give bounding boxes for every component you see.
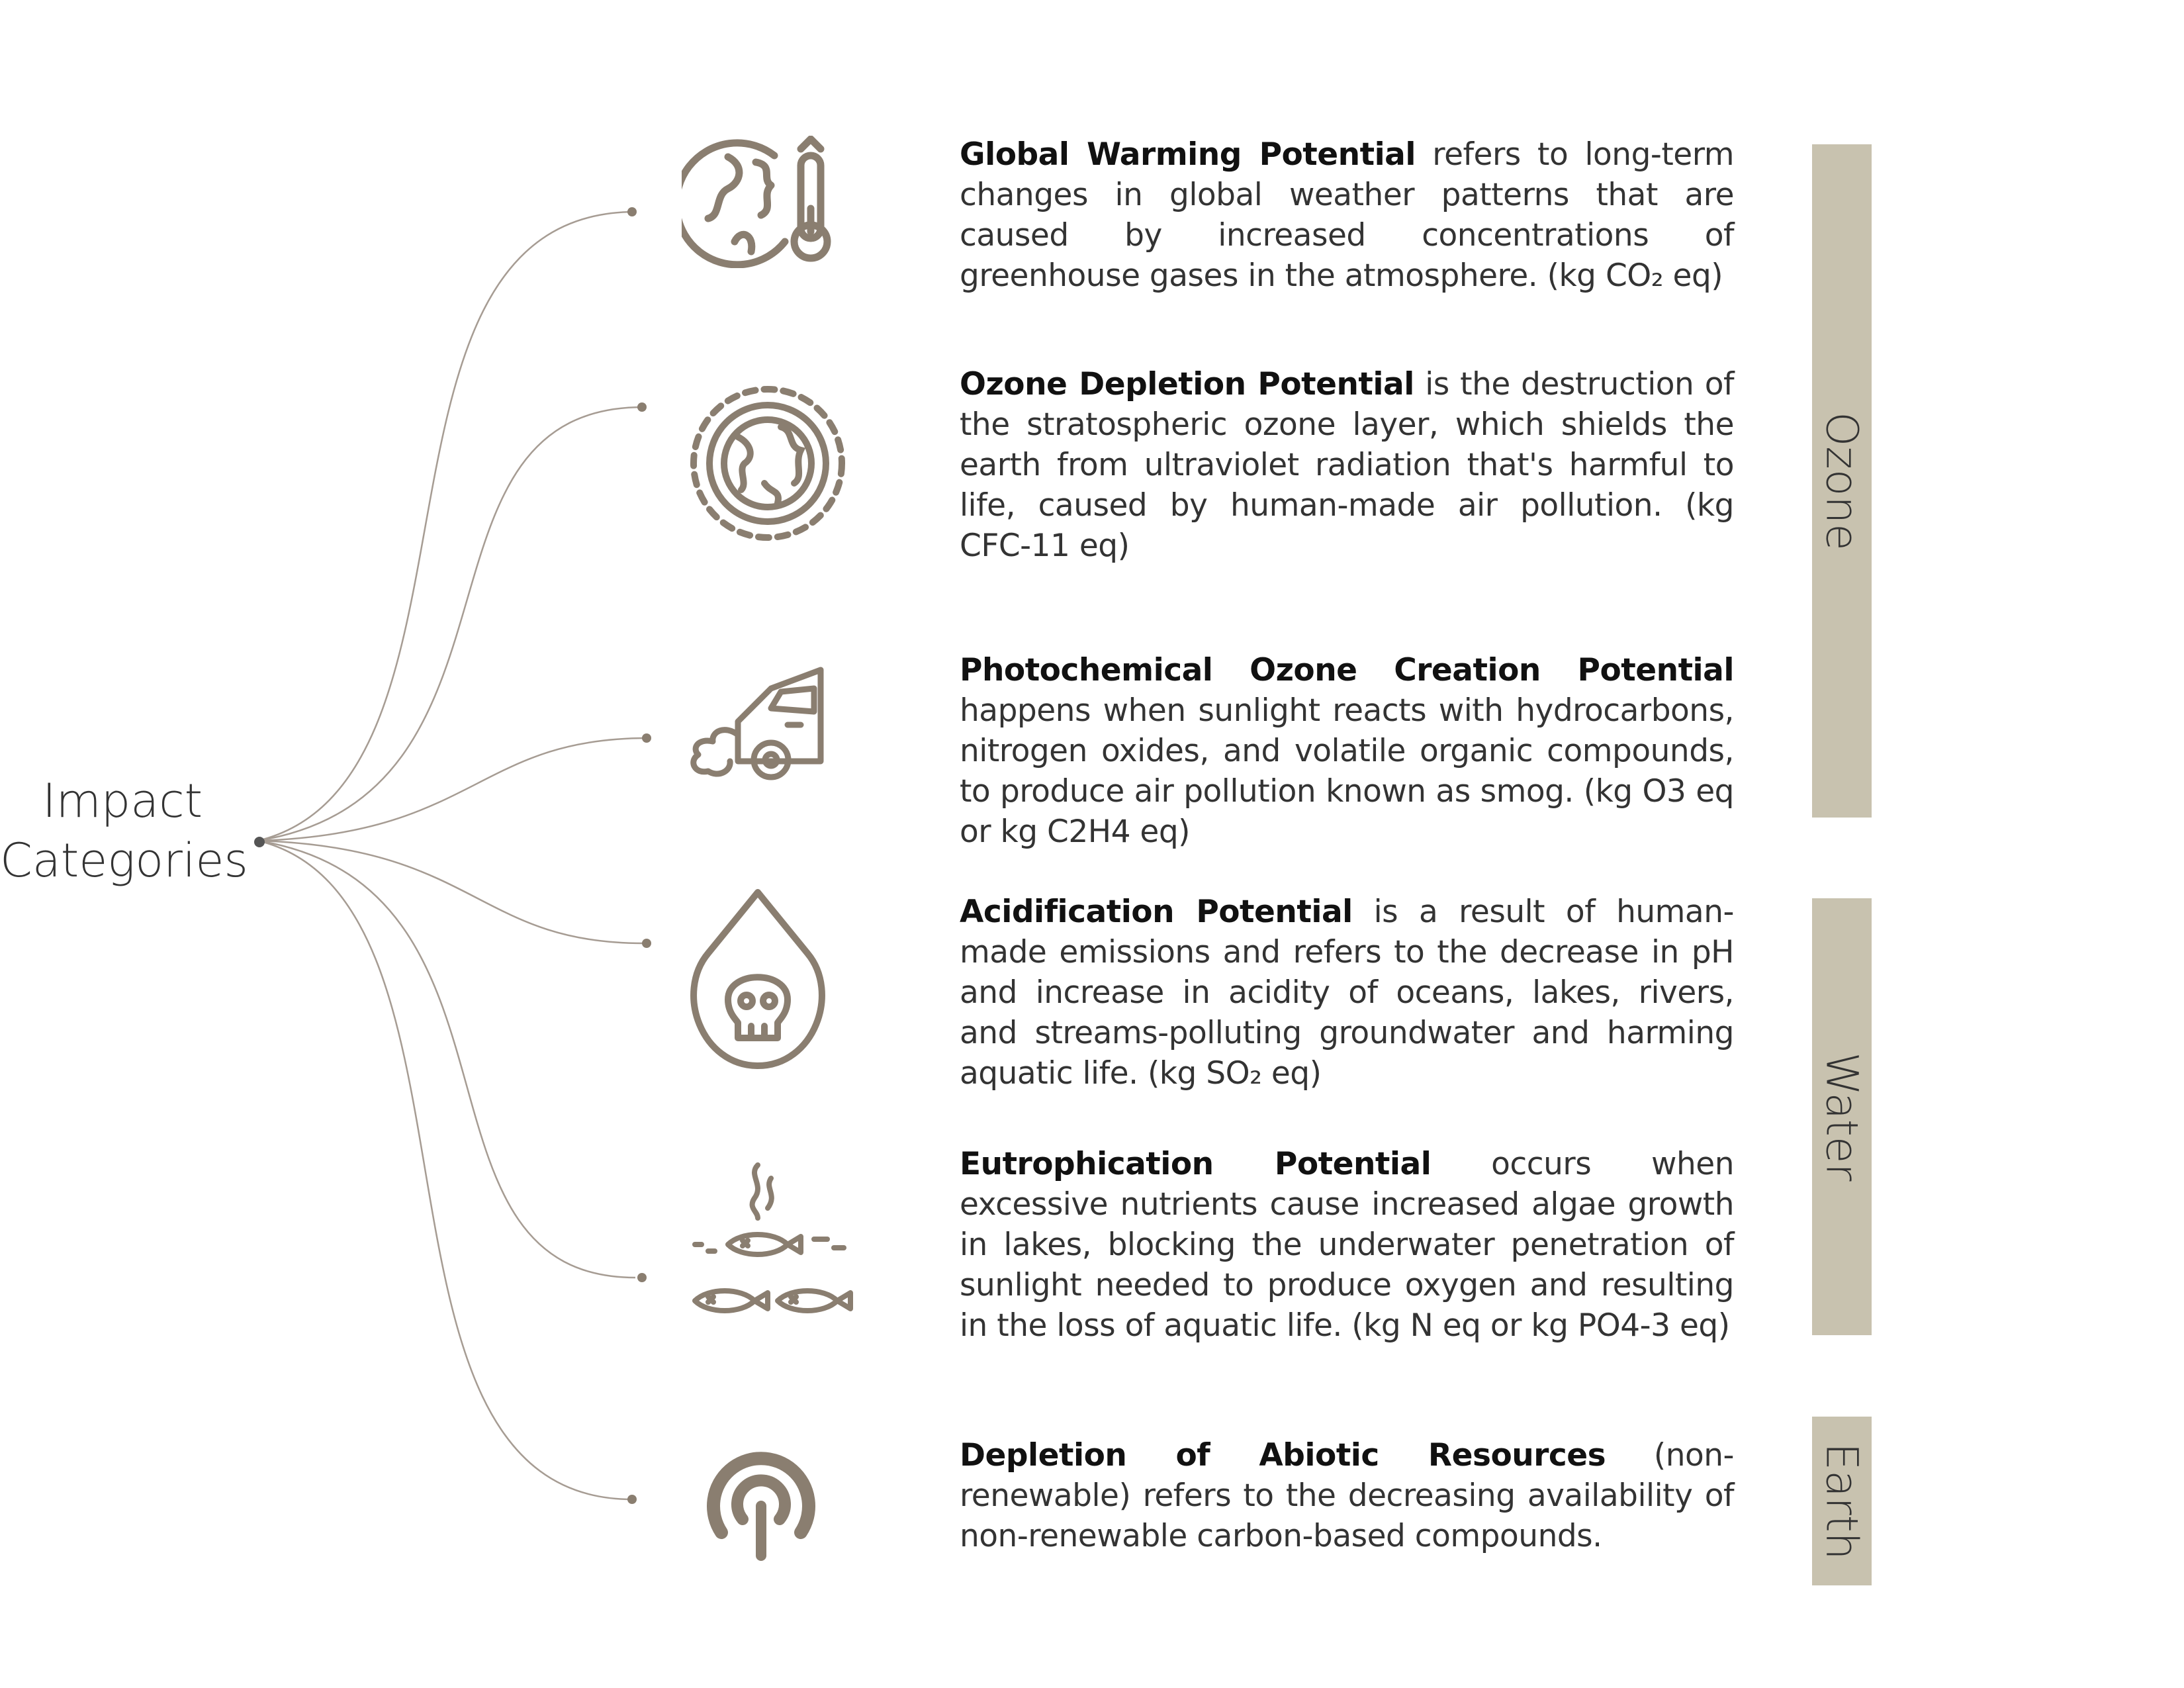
root-label-line1: Impact	[42, 774, 203, 828]
category-title: Eutrophication Potential	[960, 1146, 1432, 1182]
band-label-water: Water	[1816, 1052, 1868, 1182]
band-label-earth: Earth	[1816, 1442, 1868, 1560]
connector-line	[258, 841, 632, 1499]
connector-endpoint	[642, 939, 651, 948]
category-text: is a result of human-made emissions and refers to the decrease in pH and increase in acidity of oceans, lakes, rivers, and streams-polluting groundwater and harming aquatic life. (kg SO₂ eq)	[960, 894, 1734, 1092]
description-eutrophication	[960, 1144, 1734, 1346]
connector-endpoint	[637, 402, 647, 412]
band-water	[1812, 898, 1872, 1335]
category-text: happens when sunlight reacts with hydrocarbons, nitrogen oxides, and volatile organic compounds, to produce air pollution known as smog. (kg O3 eq or kg C2H4 eq)	[960, 692, 1734, 850]
category-text: (non-renewable) refers to the decreasing availability of non-renewable carbon-based compounds.	[960, 1437, 1734, 1554]
root-label	[0, 771, 248, 890]
connector-endpoint	[627, 207, 637, 216]
connector-endpoint	[637, 1273, 647, 1282]
root-node	[254, 837, 265, 847]
category-text: refers to long-term changes in global weather patterns that are caused by increased concentrations of greenhouse gases in the atmosphere. (kg CO₂ eq)	[960, 136, 1734, 294]
oil-well-icon	[702, 1443, 821, 1562]
description-abiotic-depletion	[960, 1435, 1734, 1556]
globe-thermometer-icon	[682, 136, 847, 268]
connector-line	[258, 738, 647, 841]
dead-fish-icon	[682, 1158, 860, 1324]
connector-line	[258, 212, 635, 841]
connector-endpoint	[627, 1495, 637, 1504]
description-global-warming	[960, 134, 1734, 296]
description-photochemical-ozone	[960, 650, 1734, 852]
category-title: Depletion of Abiotic Resources	[960, 1437, 1606, 1474]
description-acidification	[960, 892, 1734, 1094]
connector-line	[258, 407, 643, 841]
band-ozone	[1812, 144, 1872, 818]
car-exhaust-smog-icon	[672, 662, 827, 781]
toxic-water-drop-icon	[682, 887, 834, 1072]
category-text: is the destruction of the stratospheric ozone layer, which shields the earth from ultraviolet radiation that's harmful to life, caused by human-made air pollution. (kg CFC-11 eq)	[960, 366, 1735, 564]
band-earth	[1812, 1417, 1872, 1585]
ozone-layer-globe-icon	[688, 384, 847, 543]
category-title: Global Warming Potential	[960, 136, 1416, 173]
connector-endpoint	[642, 733, 651, 743]
connector-line	[258, 841, 635, 1278]
category-title: Photochemical Ozone Creation Potential	[960, 652, 1734, 688]
band-label-ozone: Ozone	[1816, 411, 1868, 551]
root-label-line2: Categories	[0, 833, 248, 888]
description-ozone-depletion	[960, 364, 1734, 566]
category-title: Acidification Potential	[960, 894, 1353, 930]
category-text: occurs when excessive nutrients cause increased algae growth in lakes, blocking the underwater penetration of sunlight needed to produce oxygen and resulting in the loss of aquatic life. (kg N eq or kg PO4-3 eq)	[960, 1146, 1734, 1344]
category-title: Ozone Depletion Potential	[960, 366, 1414, 402]
